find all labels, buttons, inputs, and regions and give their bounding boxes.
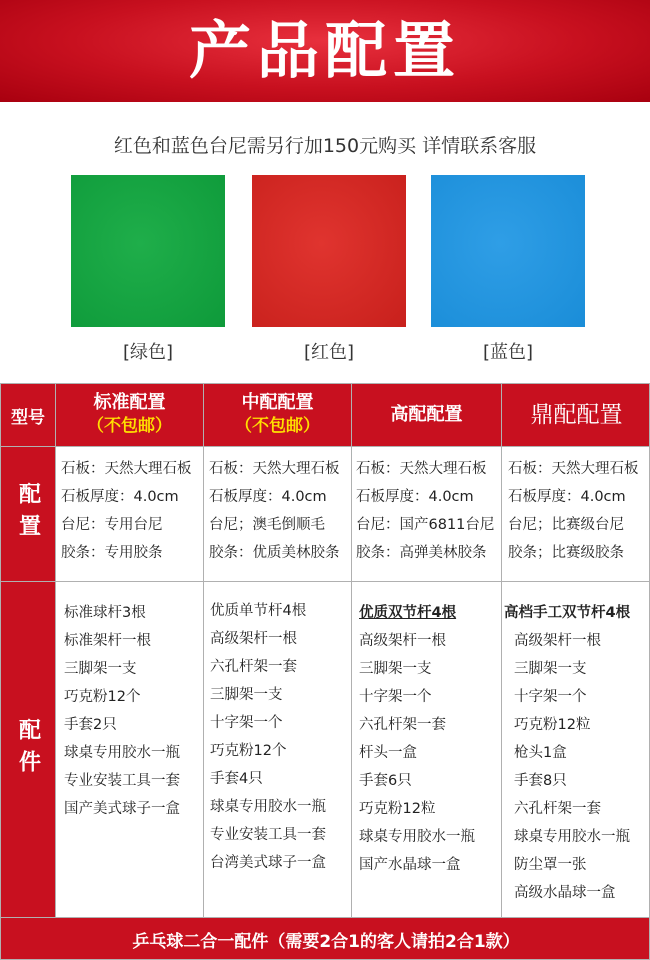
parts-item: 专业安装工具一套 [64,773,180,789]
parts-item: 球桌专用胶水一瓶 [514,829,630,845]
config-item: 石板厚度：4.0cm [209,489,327,505]
config-item: 石板：天然大理石板 [508,461,639,477]
parts-item: 十字架一个 [514,689,587,705]
header-mid [204,384,352,447]
parts-item: 手套2只 [64,717,117,733]
red-cloth-swatch [252,175,406,327]
parts-item: 标准球杆3根 [64,605,146,621]
config-item: 胶条：高弹美林胶条 [356,545,487,561]
parts-item: 高级架杆一根 [210,631,297,647]
parts-item: 专业安装工具一套 [210,827,326,843]
banner-title: 产品配置 [188,14,461,87]
parts-item: 十字架一个 [210,715,283,731]
pingpong-addon-text: 乒乓球二合一配件（需要2合1的客人请拍2合1款） [132,932,520,952]
parts-row-label: 配件 [15,717,41,782]
parts-item: 手套6只 [359,773,412,789]
config-item: 石板厚度：4.0cm [356,489,474,505]
parts-item: 三脚架一支 [514,661,587,677]
parts-mid [204,582,352,918]
header-top [502,384,650,447]
parts-item: 巧克粉12粒 [514,717,591,733]
config-item: 胶条：优质美林胶条 [209,545,340,561]
header-mid-sub: （不包邮） [235,416,320,436]
parts-item: 球桌专用胶水一瓶 [359,829,475,845]
green-swatch-label: [绿色] [122,342,174,363]
blue-cloth-swatch [431,175,585,327]
parts-item: 国产水晶球一盒 [359,857,461,873]
config-item: 胶条：专用胶条 [61,545,163,561]
parts-item: 优质单节杆4根 [210,603,307,619]
parts-item: 防尘罩一张 [514,857,587,873]
header-model-cell [1,384,56,447]
config-row-label: 配置 [15,482,41,546]
parts-high [352,582,502,918]
parts-item: 国产美式球子一盒 [64,801,180,817]
config-top [502,447,650,582]
parts-item: 杆头一盒 [359,745,417,761]
pingpong-addon-bar [1,918,650,960]
parts-item: 三脚架一支 [64,661,137,677]
parts-row-label-cell [1,582,56,918]
config-item: 台尼：国产6811台尼 [356,517,495,533]
parts-item: 三脚架一支 [359,661,432,677]
cloth-color-note: 红色和蓝色台尼需另行加150元购买 详情联系客服 [113,135,537,157]
configuration-table [0,383,650,960]
config-item: 石板厚度：4.0cm [508,489,626,505]
parts-item: 六孔杆架一套 [514,801,601,817]
parts-item-highlight: 高档手工双节杆4根 [504,605,631,621]
parts-item: 高级水晶球一盒 [514,885,616,901]
header-top-name: 鼎配配置 [530,402,623,428]
header-high [352,384,502,447]
parts-item: 球桌专用胶水一瓶 [210,799,326,815]
parts-item: 高级架杆一根 [514,633,601,649]
parts-standard [56,582,204,918]
config-item: 台尼；比赛级台尼 [508,517,624,533]
config-item: 石板：天然大理石板 [356,461,487,477]
parts-item: 手套8只 [514,773,567,789]
parts-item: 球桌专用胶水一瓶 [64,745,180,761]
parts-item: 巧克粉12个 [64,689,141,705]
title-banner [0,0,650,102]
header-high-name: 高配配置 [390,404,463,425]
parts-item: 枪头1盒 [514,745,567,761]
config-row-label-cell [1,447,56,582]
header-standard-sub: （不包邮） [87,416,172,436]
config-item: 石板厚度：4.0cm [61,489,179,505]
parts-item: 六孔杆架一套 [359,717,446,733]
red-swatch-label: [红色] [303,342,355,363]
parts-item: 标准架杆一根 [64,633,151,649]
header-mid-name: 中配配置 [241,392,314,413]
parts-item: 巧克粉12粒 [359,801,436,817]
blue-swatch-label: [蓝色] [482,342,534,363]
parts-item: 手套4只 [210,771,263,787]
parts-item: 六孔杆架一套 [210,659,297,675]
parts-item: 台湾美式球子一盒 [210,855,326,871]
header-standard [56,384,204,447]
config-mid [204,447,352,582]
parts-item: 巧克粉12个 [210,743,287,759]
header-standard-name: 标准配置 [93,392,166,413]
config-standard [56,447,204,582]
config-item: 石板：天然大理石板 [209,461,340,477]
header-model-label: 型号 [11,407,45,428]
config-high [352,447,502,582]
parts-item: 高级架杆一根 [359,633,446,649]
parts-item: 十字架一个 [359,689,432,705]
parts-item: 三脚架一支 [210,687,283,703]
config-item: 台尼：专用台尼 [61,517,163,533]
parts-top [502,582,650,918]
green-cloth-swatch [71,175,225,327]
config-item: 胶条；比赛级胶条 [508,545,624,561]
config-item: 台尼；澳毛倒顺毛 [209,517,325,533]
config-item: 石板：天然大理石板 [61,461,192,477]
parts-item-highlight: 优质双节杆4根 [359,605,457,621]
